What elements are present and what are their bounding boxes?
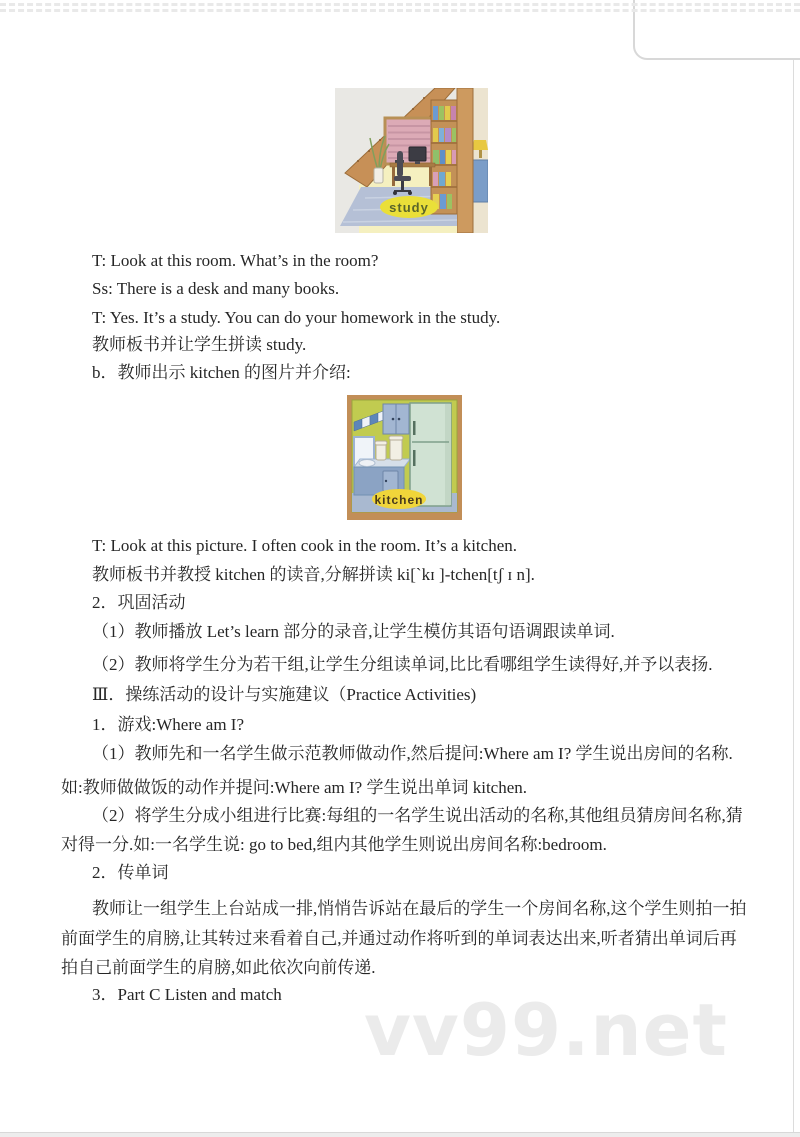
perforation-dots-bottom [0,9,800,12]
text-line: 2．传单词 [92,863,169,882]
text-line: T: Look at this room. What’s in the room? [92,251,379,270]
text-line: 2．巩固活动 [92,593,186,612]
adjacent-room [472,88,488,233]
wall-cabinet [383,404,409,434]
site-watermark: vv99.net [364,988,728,1072]
text-line: b．教师出示 kitchen 的图片并介绍: [92,363,351,382]
text-line: 对得一分.如:一名学生说: go to bed,组内其他学生则说出房间名称:bedroom. [61,835,607,854]
study-room-drawing [335,88,488,233]
text-line: 教师板书并教授 kitchen 的读音,分解拼读 ki[`kɪ ]-tchen[tʃ ɪ n]. [92,565,535,584]
text-line: 拍自己前面学生的肩膀,如此依次向前传递. [61,958,376,977]
kitchen-label: kitchen [374,493,424,507]
text-line: 3．Part C Listen and match [92,985,282,1004]
text-line: T: Yes. It’s a study. You can do your homework in the study. [92,308,501,327]
study-room-image [335,88,488,233]
text-line: 如:教师做做饭的动作并提问:Where am I? 学生说出单词 kitchen. [61,778,528,797]
bookshelf [431,100,457,214]
text-line: 教师板书并让学生拼读 study. [92,335,307,354]
text-line: （2）将学生分成小组进行比赛:每组的一名学生说出活动的名称,其他组员猜房间名称,猜 [92,806,743,825]
kitchen-image [347,395,462,520]
text-line: （1）教师播放 Let’s learn 部分的录音,让学生模仿其语句语调跟读单词. [92,622,615,641]
text-line: 1．游戏:Where am I? [92,715,244,734]
text-line: Ⅲ．操练活动的设计与实施建议（Practice Activities) [92,685,477,704]
text-line: Ss: There is a desk and many books. [92,279,340,298]
kitchen-drawing [347,395,462,520]
text-line: T: Look at this picture. I often cook in the room. It’s a kitchen. [92,536,517,555]
text-line: （2）教师将学生分为若干组,让学生分组读单词,比比看哪组学生读得好,并予以表扬. [92,655,713,674]
text-line: （1）教师先和一名学生做示范教师做动作,然后提问:Where am I? 学生说出房间的名称. [92,744,733,763]
refrigerator [410,403,451,506]
text-line: 前面学生的肩膀,让其转过来看着自己,并通过动作将听到的单词表达出来,听者猜出单词后再 [61,929,737,948]
page-bottom-edge [0,1132,800,1137]
page-right-edge [793,57,794,1132]
study-label: study [389,200,429,215]
perforation-dots-top [0,3,800,6]
text-line: 教师让一组学生上台站成一排,悄悄告诉站在最后的学生一个房间名称,这个学生则拍一拍 [92,899,747,918]
